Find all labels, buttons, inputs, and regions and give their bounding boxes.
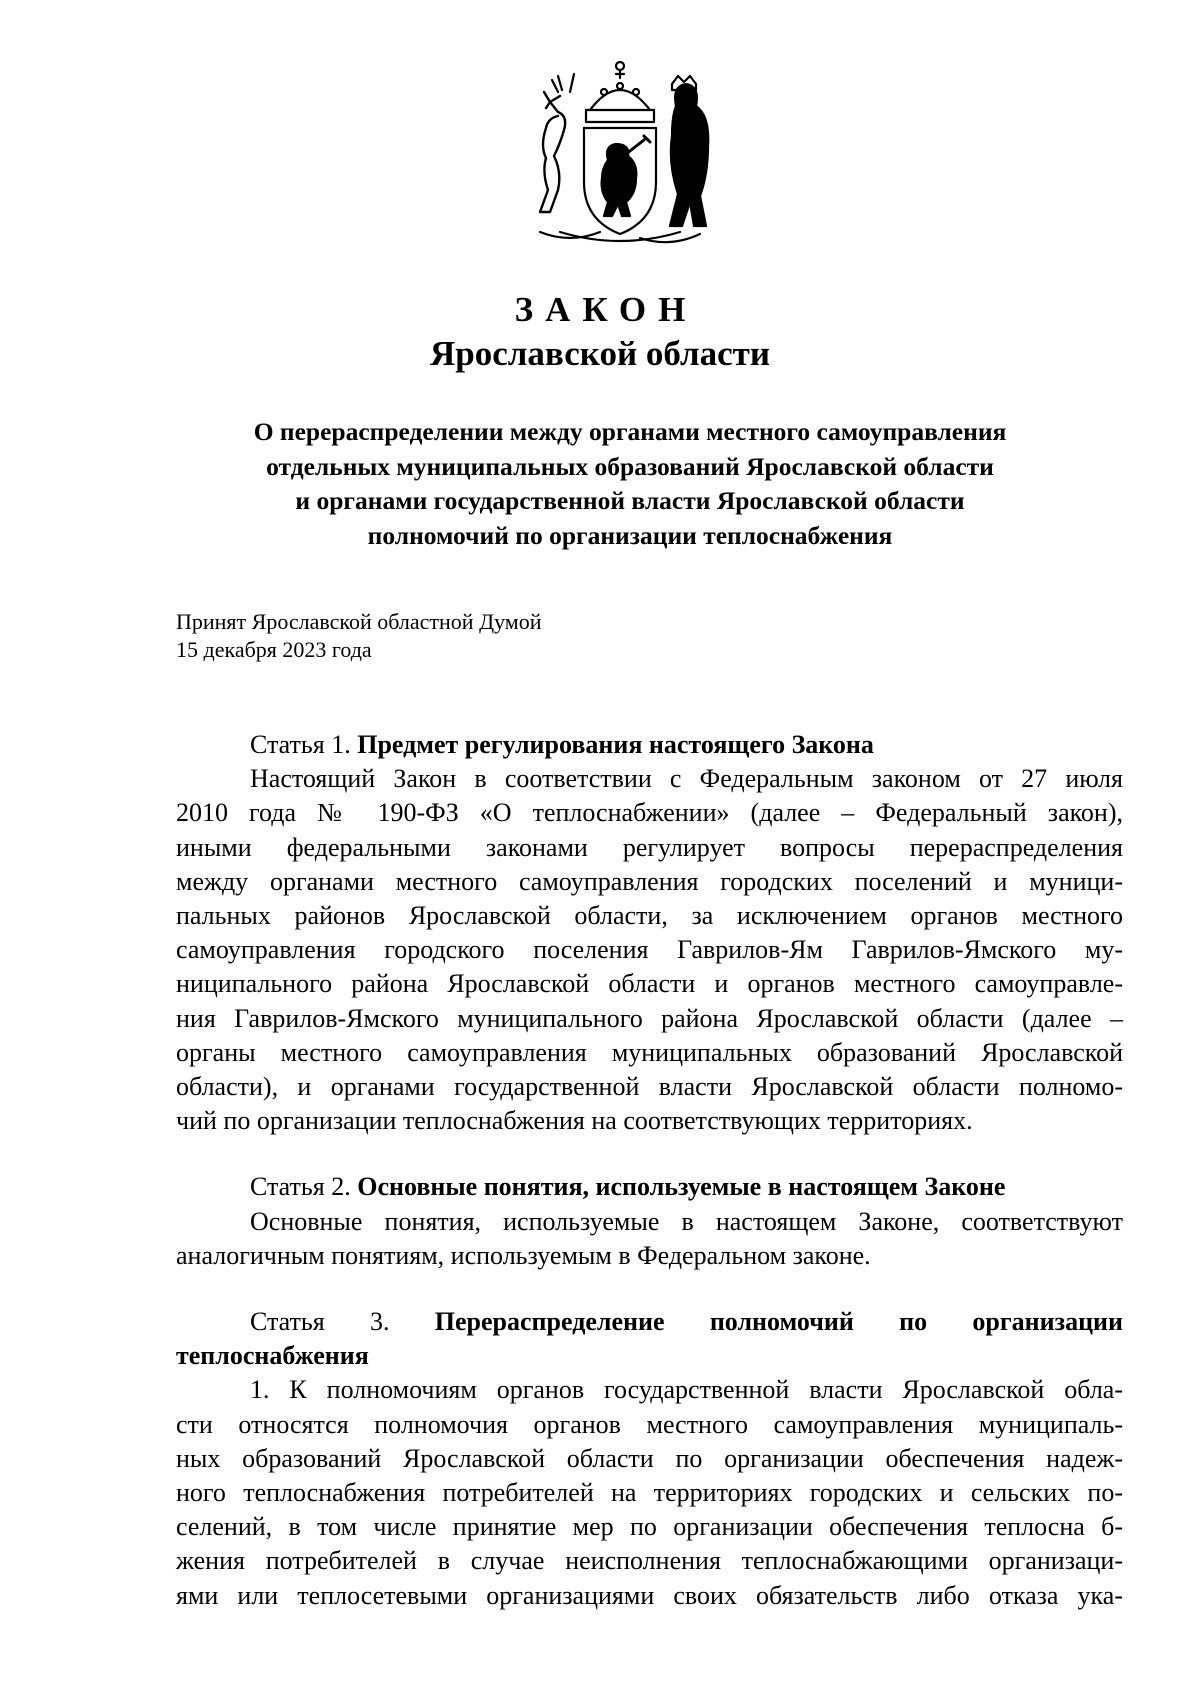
article-2-prefix: Статья 2.	[250, 1172, 351, 1202]
article-3-title-word: полномочий	[709, 1307, 854, 1337]
article-2-line: Основные понятия, используемые в настоящем Законе, соответствуют	[250, 1206, 1123, 1236]
adoption-date: 15 декабря 2023 года	[176, 637, 372, 662]
adoption-line: Принят Ярославской областной Думой	[176, 609, 542, 634]
document-title: ЗАКОН	[514, 290, 698, 329]
article-1-line: органы местного самоуправления муниципальных образований Ярославской	[176, 1037, 1123, 1067]
document-subtitle: Ярославской области	[429, 334, 771, 373]
article-3-line: сти относятся полномочия органов местного самоуправления муниципаль-	[176, 1409, 1123, 1439]
article-1-line: области), и органами государственной власти Ярославской области полномо-	[176, 1072, 1123, 1102]
yaroslavl-oblast-coat-of-arms-icon	[520, 52, 720, 252]
article-3-heading	[176, 1305, 1123, 1339]
article-1-heading	[176, 728, 1123, 762]
article-2-title: Основные понятия, используемые в настоящем Законе	[357, 1172, 1006, 1202]
article-2-heading	[176, 1170, 1123, 1204]
article-1-line: самоуправления городского поселения Гаврилов-Ям Гаврилов-Ямского му-	[176, 935, 1123, 965]
article-3-title-line2: теплоснабжения	[176, 1341, 369, 1371]
article-3-line: ных образований Ярославской области по организации обеспечения надеж-	[176, 1443, 1123, 1473]
article-1-line: чий по организации теплоснабжения на соответствующих территориях.	[176, 1106, 973, 1136]
article-1-line: ния Гаврилов-Ямского муниципального района Ярославской области (далее –	[176, 1003, 1123, 1033]
coat-of-arms	[520, 52, 720, 252]
article-3-title-word: Перераспределение	[434, 1307, 665, 1337]
article-3-prefix-word: Статья	[250, 1307, 325, 1337]
heading-line: О перераспределении между органами местного самоуправления	[253, 417, 1007, 446]
article-1-line: 2010 года № 190-ФЗ «О теплоснабжении» (далее – Федеральный закон),	[176, 798, 1123, 828]
article-3-line: ями или теплосетевыми организациями своих обязательств либо отказа ука-	[176, 1580, 1123, 1610]
article-3-line: 1. К полномочиям органов государственной власти Ярославской обла-	[250, 1375, 1123, 1405]
article-3-heading-cont	[176, 1339, 1123, 1373]
adoption-note	[176, 608, 542, 664]
heading-line: полномочий по организации теплоснабжения	[367, 520, 893, 550]
article-3-prefix-num: 3.	[370, 1307, 390, 1337]
article-3-line: селений, в том числе принятие мер по организации обеспечения теплосна б-	[176, 1512, 1123, 1542]
article-1-line: иными федеральными законами регулирует вопросы перераспределения	[176, 832, 1123, 862]
article-2-line: аналогичным понятиям, используемым в Федеральном законе.	[176, 1240, 871, 1270]
article-3-line: ного теплоснабжения потребителей на территориях городских и сельских по-	[176, 1478, 1123, 1508]
law-heading	[176, 415, 1084, 553]
article-3-title-word: организации	[972, 1307, 1124, 1337]
article-1-line: Настоящий Закон в соответствии с Федеральным законом от 27 июля	[250, 764, 1123, 794]
article-1-line: ниципального района Ярославской области и органов местного самоуправле-	[176, 969, 1123, 999]
article-3-line: жения потребителей в случае неисполнения теплоснабжающими организаци-	[176, 1546, 1123, 1576]
article-1-prefix: Статья 1.	[250, 730, 351, 759]
article-1-title: Предмет регулирования настоящего Закона	[357, 730, 874, 759]
article-1-line: между органами местного самоуправления городских поселений и муници-	[176, 866, 1123, 896]
article-1-line: пальных районов Ярославской области, за исключением органов местного	[176, 901, 1123, 931]
article-3-title-word: по	[899, 1307, 928, 1337]
law-body	[176, 728, 1123, 1613]
heading-line: отдельных муниципальных образований Ярославской области	[266, 451, 994, 481]
heading-line: и органами государственной власти Ярославской области	[295, 486, 965, 515]
